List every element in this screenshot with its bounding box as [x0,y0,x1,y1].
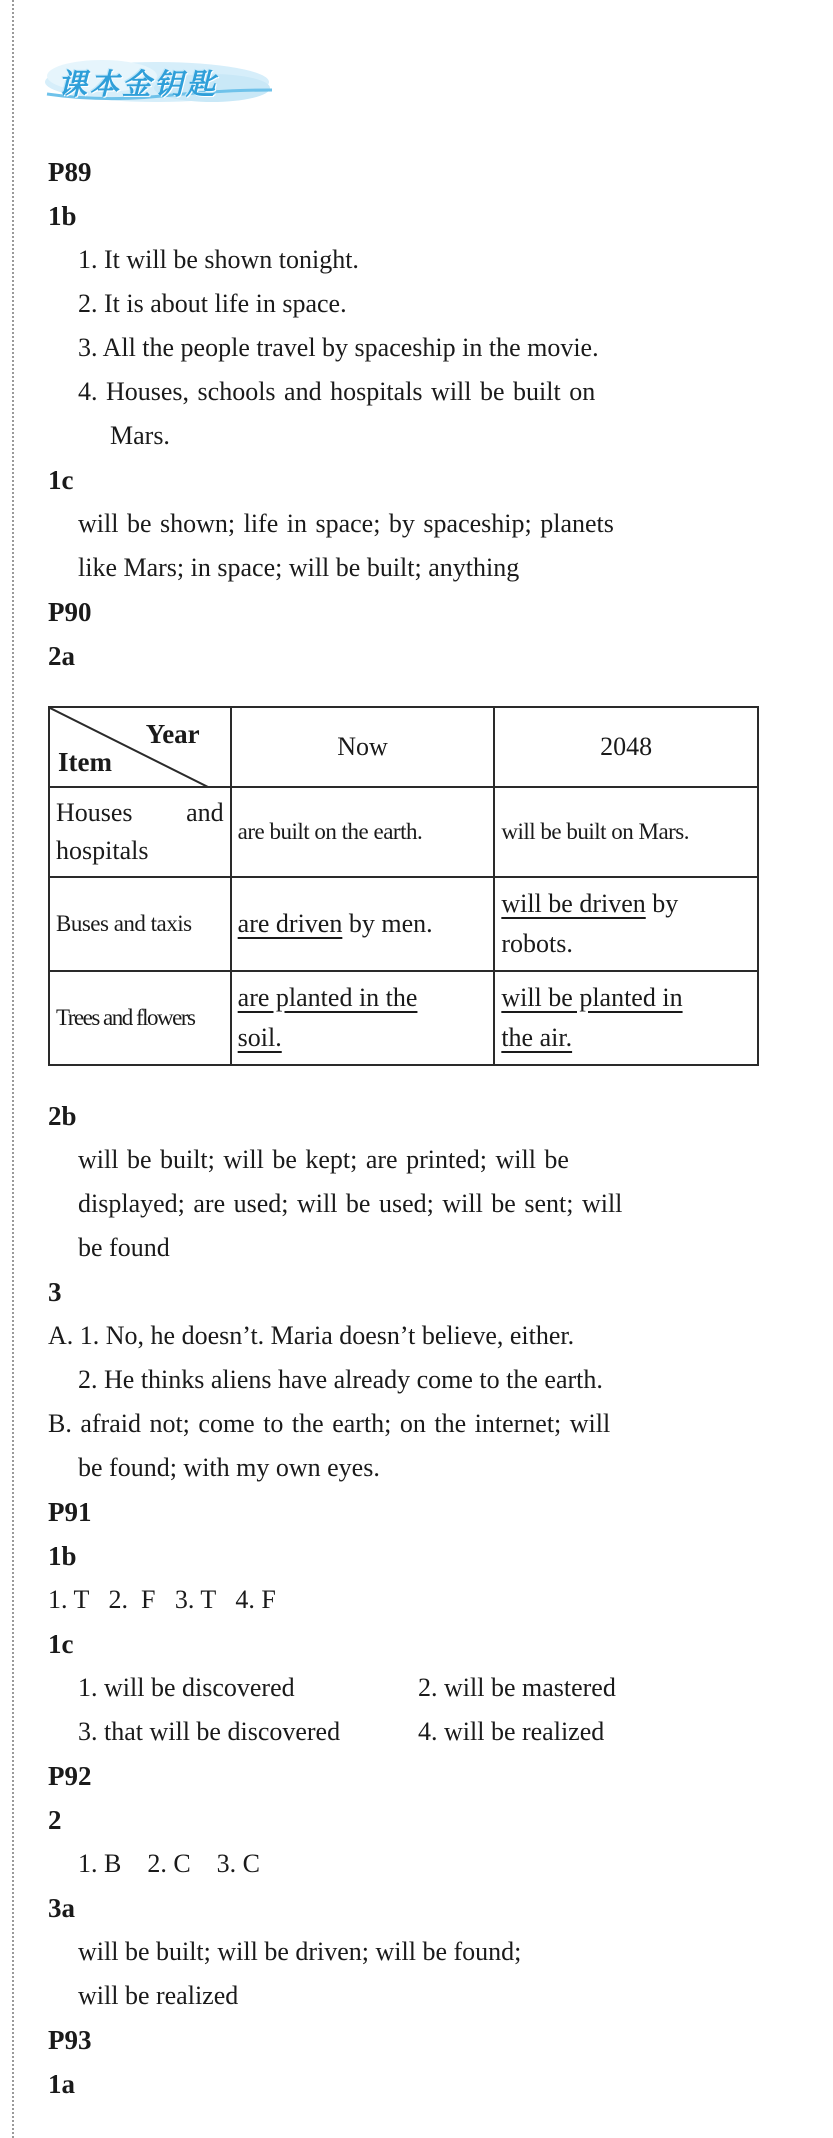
page-heading-p89: P89 [48,157,92,187]
answer-line: 4. will be realized [418,1717,605,1746]
answer-line: 4. Houses, schools and hospitals will be built on [78,377,596,406]
answer-line: will be realized [78,1981,239,2010]
diagonal-header-cell [49,707,231,787]
page-heading-p92: P92 [48,1761,92,1791]
answer-underlined: are driven [237,909,343,938]
answer-line: 1. B 2. C 3. C [78,1849,261,1878]
answer-line: like Mars; in space; will be built; anything [78,553,520,582]
answer-content [48,150,768,2106]
dotted-margin-line [12,0,14,2138]
page-heading-p90: P90 [48,597,92,627]
answer-line: 3. that will be discovered [78,1717,341,1746]
logo [42,54,277,106]
answer-line: 2. He thinks aliens have already come to the earth. [78,1365,603,1394]
answer-line: Mars. [110,421,170,450]
table-cell-now: are built on the earth. [231,787,495,877]
answer-line: B. afraid not; come to the earth; on the internet; will [48,1409,611,1438]
table-row [49,877,758,971]
table-cell-2048: will be built on Mars. [494,787,758,877]
table-cell-2048 [494,877,758,971]
table-cell-item: Trees and flowers [49,971,231,1065]
answer-line: be found [78,1233,170,1262]
table-cell-now [231,971,495,1065]
answer-line: will be built; will be driven; will be found; [78,1937,522,1966]
exercise-heading-2b: 2b [48,1101,77,1131]
answer-line: 2. will be mastered [418,1673,616,1702]
page-heading-p93: P93 [48,2025,92,2055]
answer-row [48,1666,768,1710]
table-header-row [49,707,758,787]
answer-line: will be built; will be kept; are printed; will be [78,1145,569,1174]
answer-underlined: the air. [501,1023,573,1052]
table-cell-item: Houses and hospitals [49,787,231,877]
table-cell-text: by men. [342,909,433,938]
page-heading-p91: P91 [48,1497,92,1527]
exercise-heading-1a: 1a [48,2069,75,2099]
exercise-heading-2a: 2a [48,641,75,671]
answer-table [48,706,759,1066]
table-cell-text: by robots. [501,889,679,958]
answer-underlined: are planted in the [237,983,418,1012]
answer-underlined: will be driven [501,889,646,918]
answer-line: will be shown; life in space; by spaceship; planets [78,509,614,538]
answer-line: 2. It is about life in space. [78,289,347,318]
table-row [49,787,758,877]
exercise-heading-1b: 1b [48,201,77,231]
answer-line: A. 1. No, he doesn’t. Maria doesn’t believe, either. [48,1321,575,1350]
header-now: Now [231,707,495,787]
header-year: Year [145,719,200,749]
table-cell-2048 [494,971,758,1065]
answer-line: 3. All the people travel by spaceship in the movie. [78,333,599,362]
exercise-heading-1b: 1b [48,1541,77,1571]
answer-table-wrap [48,706,768,1066]
table-cell-now [231,877,495,971]
answer-line: be found; with my own eyes. [78,1453,380,1482]
exercise-heading-2: 2 [48,1805,62,1835]
exercise-heading-1c: 1c [48,465,74,495]
exercise-heading-1c: 1c [48,1629,74,1659]
answer-line: 1. will be discovered [78,1673,295,1702]
table-row [49,971,758,1065]
exercise-heading-3: 3 [48,1277,62,1307]
answer-line: 1. It will be shown tonight. [78,245,359,274]
exercise-heading-3a: 3a [48,1893,75,1923]
table-cell-item: Buses and taxis [49,877,231,971]
answer-row [48,1710,768,1754]
answer-line: displayed; are used; will be used; will be sent; will [78,1189,623,1218]
header-2048: 2048 [494,707,758,787]
answer-underlined: soil. [237,1023,282,1052]
logo-text: 课本金钥匙 [58,67,219,101]
answer-underlined: will be planted in [501,983,683,1012]
answer-line: 1. T 2. F 3. T 4. F [48,1585,276,1614]
header-item: Item [58,747,112,777]
